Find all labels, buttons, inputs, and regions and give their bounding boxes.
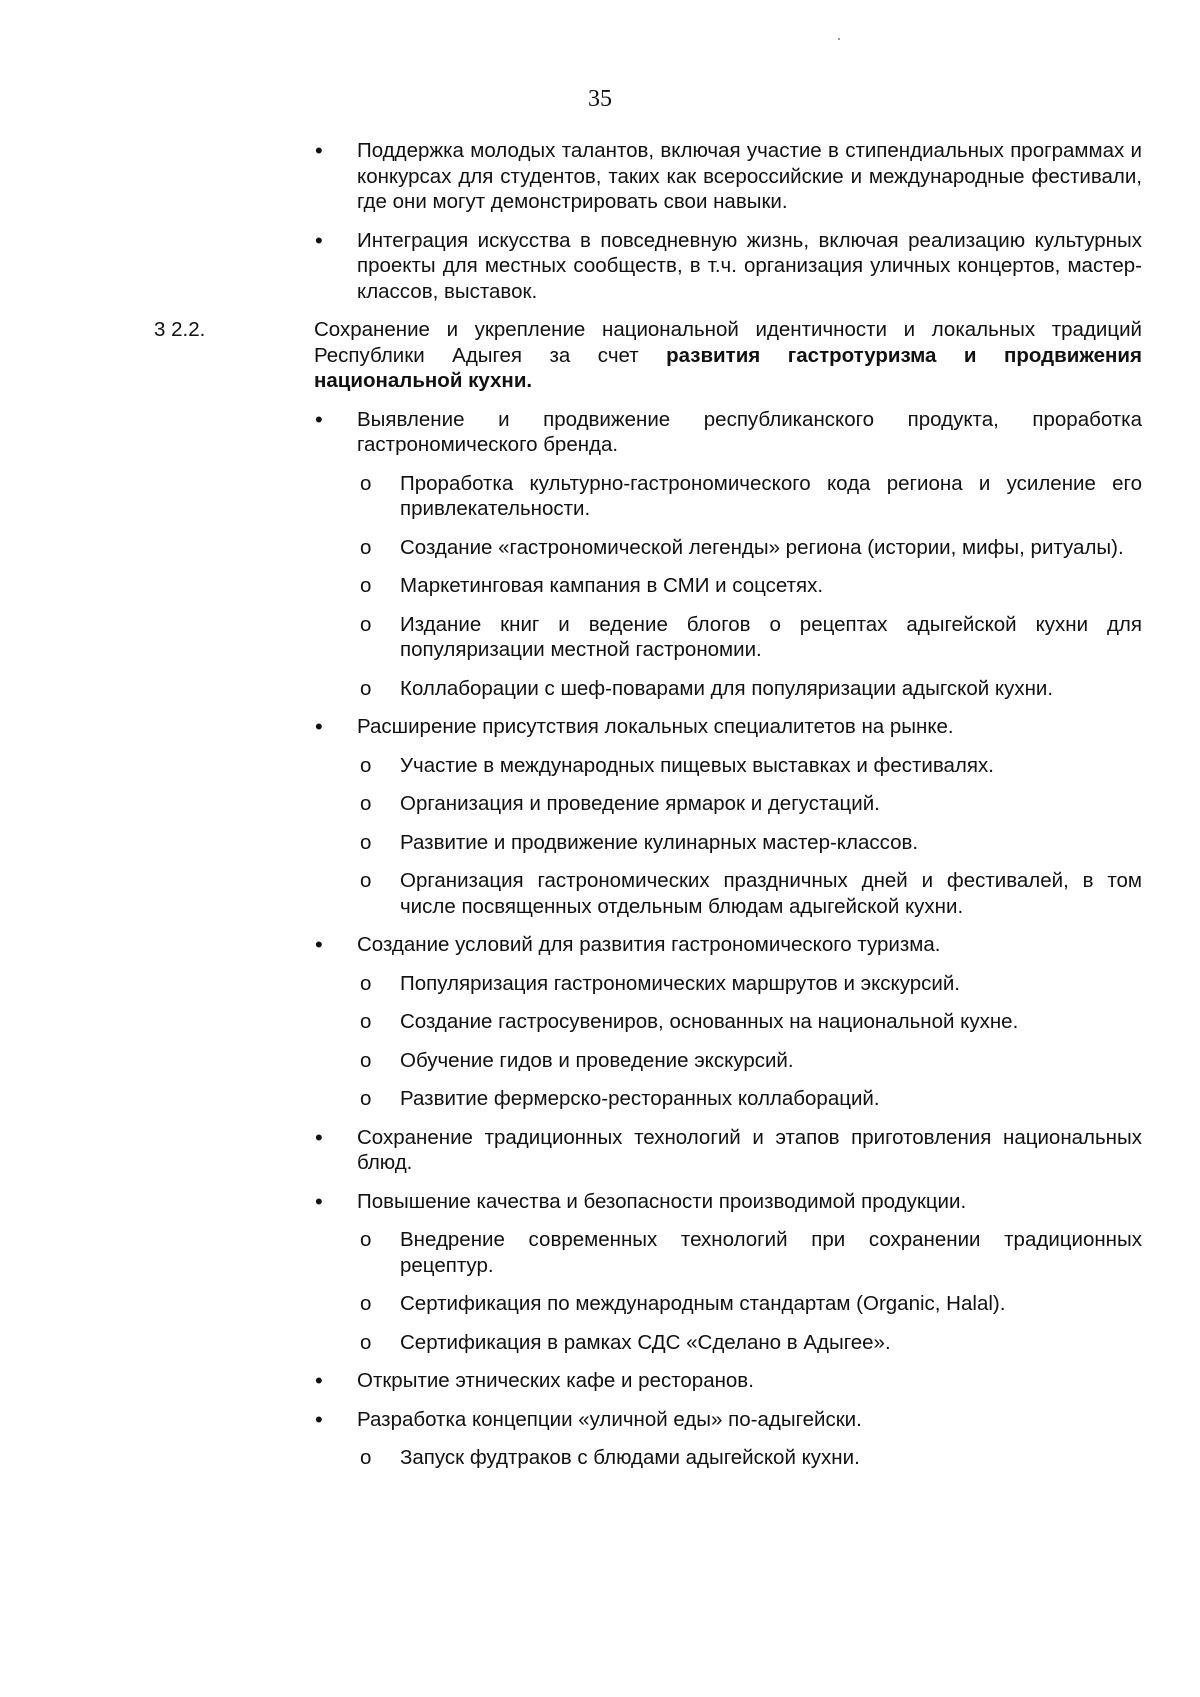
sub-bullet-icon: o [360, 1228, 372, 1251]
sub-bullet-icon: o [360, 1330, 372, 1354]
sub-list-item [360, 1048, 1142, 1074]
sub-bullet-icon: o [360, 1292, 372, 1315]
bullet-icon: • [315, 1406, 323, 1432]
sub-list-item [360, 830, 1142, 856]
sub-list-item [360, 612, 1142, 663]
sub-bullet-icon: o [360, 971, 372, 995]
sub-list-item [360, 1227, 1142, 1278]
section-paragraph [154, 317, 1142, 394]
page-number: 35 [588, 86, 612, 112]
bullet-icon: • [315, 406, 323, 432]
sub-list-item [360, 1330, 1142, 1356]
list-item [315, 1124, 1142, 1176]
sub-list-item-text: Создание гастросувениров, основанных на национальной кухне. [400, 1010, 1019, 1033]
sub-list-item [360, 573, 1142, 599]
sub-list-item-text: Сертификация в рамках СДС «Сделано в Адыгее». [400, 1330, 891, 1354]
sub-bullet-icon: o [360, 1087, 372, 1110]
sub-bullet-icon: o [360, 676, 372, 700]
bullet-icon: • [315, 714, 323, 739]
document-body [0, 138, 1200, 1484]
sub-list-item [360, 1009, 1142, 1035]
list-item [315, 714, 1142, 740]
list-item-text: Открытие этнических кафе и ресторанов. [357, 1369, 754, 1392]
list-item [315, 138, 1142, 215]
sub-list-item-text: Издание книг и ведение блогов о рецептах адыгейской кухни для популяризации местной гастрономии. [400, 612, 1142, 661]
sub-list-item-text: Развитие фермерско-ресторанных коллабораций. [400, 1087, 880, 1110]
sub-list-item-text: Развитие и продвижение кулинарных мастер-классов. [400, 830, 919, 854]
list-item [315, 932, 1142, 958]
list-item-text: Сохранение традиционных технологий и этапов приготовления национальных блюд. [357, 1125, 1142, 1174]
bullet-icon: • [315, 1124, 323, 1150]
list-item-text: Создание условий для развития гастрономического туризма. [357, 933, 941, 956]
sub-list-item [360, 753, 1142, 779]
list-item-text: Выявление и продвижение республиканского продукта, проработка гастрономического бренда. [357, 407, 1142, 456]
sub-bullet-icon: o [360, 612, 372, 636]
list-item [315, 1368, 1142, 1394]
sub-bullet-icon: o [360, 1010, 372, 1033]
sub-bullet-icon: o [360, 869, 372, 892]
sub-list-item [360, 1445, 1142, 1471]
sub-list-item-text: Организация гастрономических праздничных дней и фестивалей, в том числе посвященных отдельным блюдам адыгейской кухни. [400, 869, 1142, 918]
sub-list-item-text: Внедрение современных технологий при сохранении традиционных рецептур. [400, 1228, 1142, 1277]
sub-list-item [360, 1291, 1142, 1317]
sub-bullet-icon: o [360, 792, 372, 815]
list-item-text: Расширение присутствия локальных специалитетов на рынке. [357, 715, 954, 738]
bullet-icon: • [315, 932, 323, 957]
list-item [315, 1188, 1142, 1215]
sub-list-item-text: Участие в международных пищевых выставках и фестивалях. [400, 753, 994, 777]
scan-speck [838, 38, 840, 40]
sub-bullet-icon: o [360, 471, 372, 495]
list-item-text: Интеграция искусства в повседневную жизнь, включая реализацию культурных проекты для местных сообществ, в т.ч. организация уличных концертов, мастер-классов, выставок. [357, 228, 1142, 303]
sub-bullet-icon: o [360, 574, 372, 597]
bullet-icon: • [315, 227, 323, 253]
section-number: 3 2.2. [154, 318, 206, 341]
sub-list-item-text: Коллаборации с шеф-поварами для популяризации адыгской кухни. [400, 676, 1054, 700]
sub-list-item-text: Популяризация гастрономических маршрутов и экскурсий. [400, 971, 961, 995]
list-item [315, 406, 1142, 458]
bullet-icon: • [315, 1368, 323, 1393]
sub-bullet-icon: o [360, 1048, 372, 1072]
sub-list-item [360, 676, 1142, 702]
sub-list-item [360, 1086, 1142, 1112]
list-item-text: Поддержка молодых талантов, включая участие в стипендиальных программах и конкурсах для студентов, таких как всероссийские и международные фестивали, где они могут демонстрировать свои навыки. [357, 139, 1142, 213]
list-item [315, 227, 1142, 305]
list-item-text: Повышение качества и безопасности производимой продукции. [357, 1189, 967, 1213]
sub-list-item-text: Обучение гидов и проведение экскурсий. [400, 1048, 794, 1072]
sub-list-item [360, 971, 1142, 997]
sub-bullet-icon: o [360, 753, 372, 777]
sub-bullet-icon: o [360, 535, 372, 559]
sub-bullet-icon: o [360, 830, 372, 854]
section-text: Сохранение и укрепление национальной идентичности и локальных традиций Республики Адыгея за счет [314, 318, 1142, 367]
sub-list-item [360, 535, 1142, 561]
sub-list-item-text: Запуск фудтраков с блюдами адыгейской кухни. [400, 1446, 860, 1469]
sub-bullet-icon: o [360, 1446, 372, 1469]
list-item-text: Разработка концепции «уличной еды» по-адыгейски. [357, 1407, 862, 1431]
section-text-bold: развития гастротуризма и продвижения национальной кухни. [314, 343, 1142, 392]
sub-list-item-text: Проработка культурно-гастрономического кода региона и усиление его привлекательности. [400, 471, 1142, 520]
bullet-icon: • [315, 138, 323, 163]
sub-list-item-text: Сертификация по международным стандартам (Organic, Halal). [400, 1292, 1006, 1315]
sub-list-item [360, 868, 1142, 919]
sub-list-item-text: Организация и проведение ярмарок и дегустаций. [400, 792, 880, 815]
list-item [315, 1406, 1142, 1433]
sub-list-item [360, 791, 1142, 817]
bullet-icon: • [315, 1188, 323, 1214]
sub-list-item [360, 471, 1142, 522]
sub-list-item-text: Маркетинговая кампания в СМИ и соцсетях. [400, 574, 824, 597]
sub-list-item-text: Создание «гастрономической легенды» региона (истории, мифы, ритуалы). [400, 535, 1124, 559]
